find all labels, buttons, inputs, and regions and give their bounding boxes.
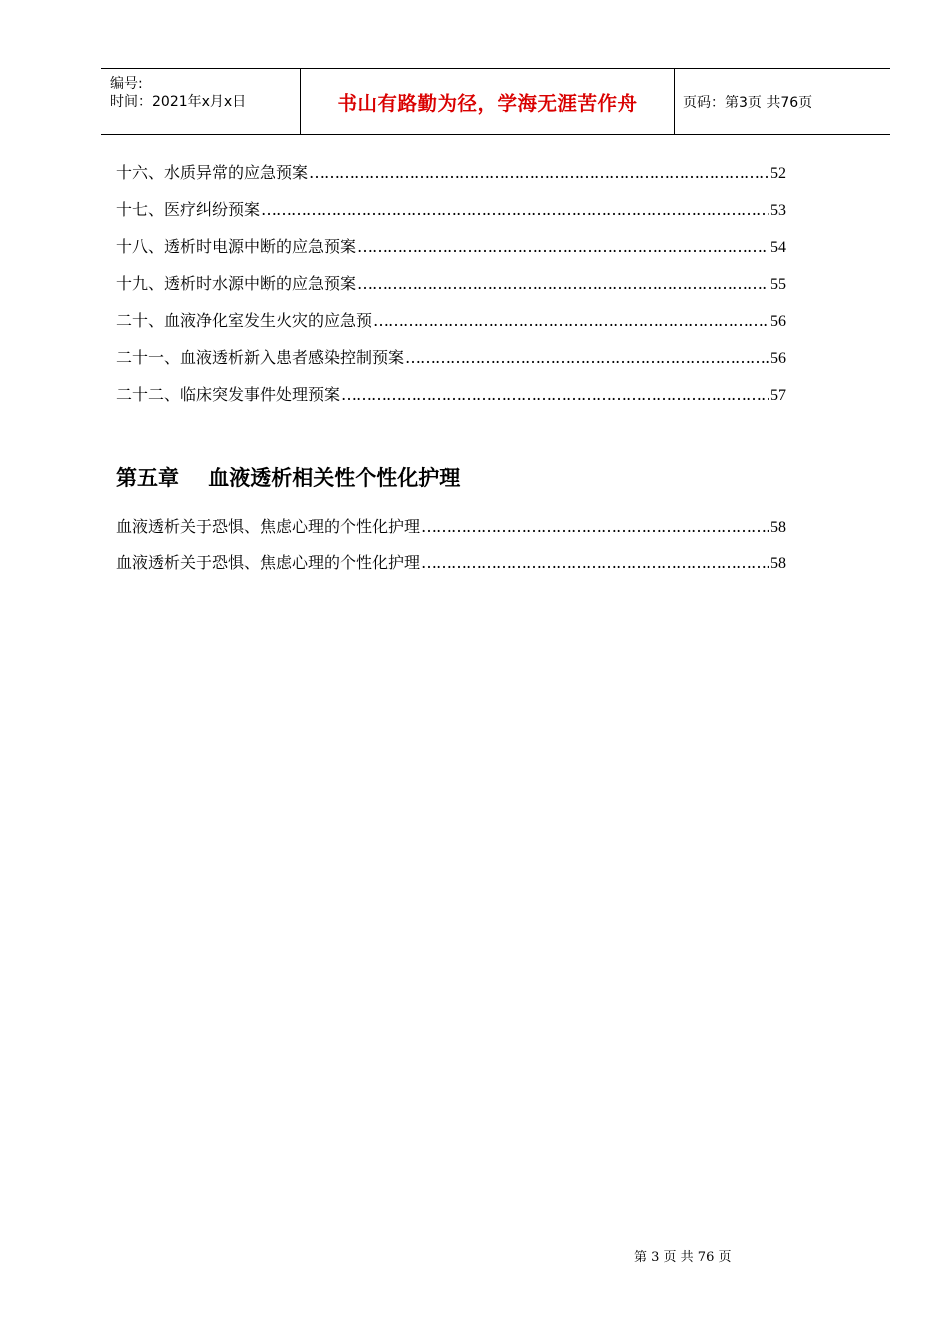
toc-leader-dots (421, 517, 769, 536)
toc-entry[interactable] (116, 550, 786, 586)
page-footer: 第 3 页 共 76 页 (634, 1250, 732, 1265)
toc-leader-dots (261, 200, 769, 219)
header-right-cell (675, 69, 890, 134)
toc-entry[interactable] (116, 160, 786, 197)
toc-entry-title: 十六、水质异常的应急预案 (116, 163, 309, 182)
document-number-label: 编号: (110, 76, 143, 92)
toc-entry-page: 58 (770, 519, 786, 536)
header-motto: 书山有路勤为径，学海无涯苦作舟 (337, 91, 638, 115)
chapter-heading: 第五章 血液透析相关性个性化护理 (116, 466, 461, 490)
toc-entry[interactable] (116, 308, 786, 345)
toc-leader-dots (341, 385, 769, 404)
toc-entry[interactable] (116, 197, 786, 234)
toc-entry[interactable] (116, 382, 786, 419)
toc-entry-page: 56 (770, 313, 786, 330)
toc-entry[interactable] (116, 271, 786, 308)
toc-leader-dots (373, 311, 769, 330)
toc-entry-title: 十八、透析时电源中断的应急预案 (116, 237, 357, 256)
toc-entry-title: 二十一、血液透析新入患者感染控制预案 (116, 348, 405, 367)
toc-chapter-5 (116, 514, 786, 586)
toc-leader-dots (357, 274, 769, 293)
toc-entry-page: 54 (770, 239, 786, 256)
page-header (101, 68, 890, 135)
toc-leader-dots (309, 163, 769, 182)
toc-entry-title: 血液透析关于恐惧、焦虑心理的个性化护理 (116, 553, 421, 572)
toc-entry-title: 二十、血液净化室发生火灾的应急预 (116, 311, 373, 330)
toc-entry-title: 十七、医疗纠纷预案 (116, 200, 261, 219)
toc-leader-dots (405, 348, 769, 367)
toc-entry-page: 55 (770, 276, 786, 293)
toc-entry[interactable] (116, 514, 786, 550)
header-left-cell (101, 69, 301, 134)
toc-section-4 (116, 160, 786, 419)
document-time-label: 时间：2021年x月x日 (110, 94, 247, 110)
toc-entry-title: 十九、透析时水源中断的应急预案 (116, 274, 357, 293)
toc-leader-dots (357, 237, 769, 256)
toc-entry-page: 53 (770, 202, 786, 219)
toc-entry-page: 56 (770, 350, 786, 367)
toc-entry-title: 血液透析关于恐惧、焦虑心理的个性化护理 (116, 517, 421, 536)
toc-entry-page: 57 (770, 387, 786, 404)
header-middle-cell (301, 69, 675, 134)
toc-entry-title: 二十二、临床突发事件处理预案 (116, 385, 341, 404)
toc-entry-page: 52 (770, 165, 786, 182)
toc-entry[interactable] (116, 345, 786, 382)
toc-entry[interactable] (116, 234, 786, 271)
header-page-code: 页码：第3页 共76页 (683, 94, 813, 111)
toc-entry-page: 58 (770, 555, 786, 572)
toc-leader-dots (421, 553, 769, 572)
